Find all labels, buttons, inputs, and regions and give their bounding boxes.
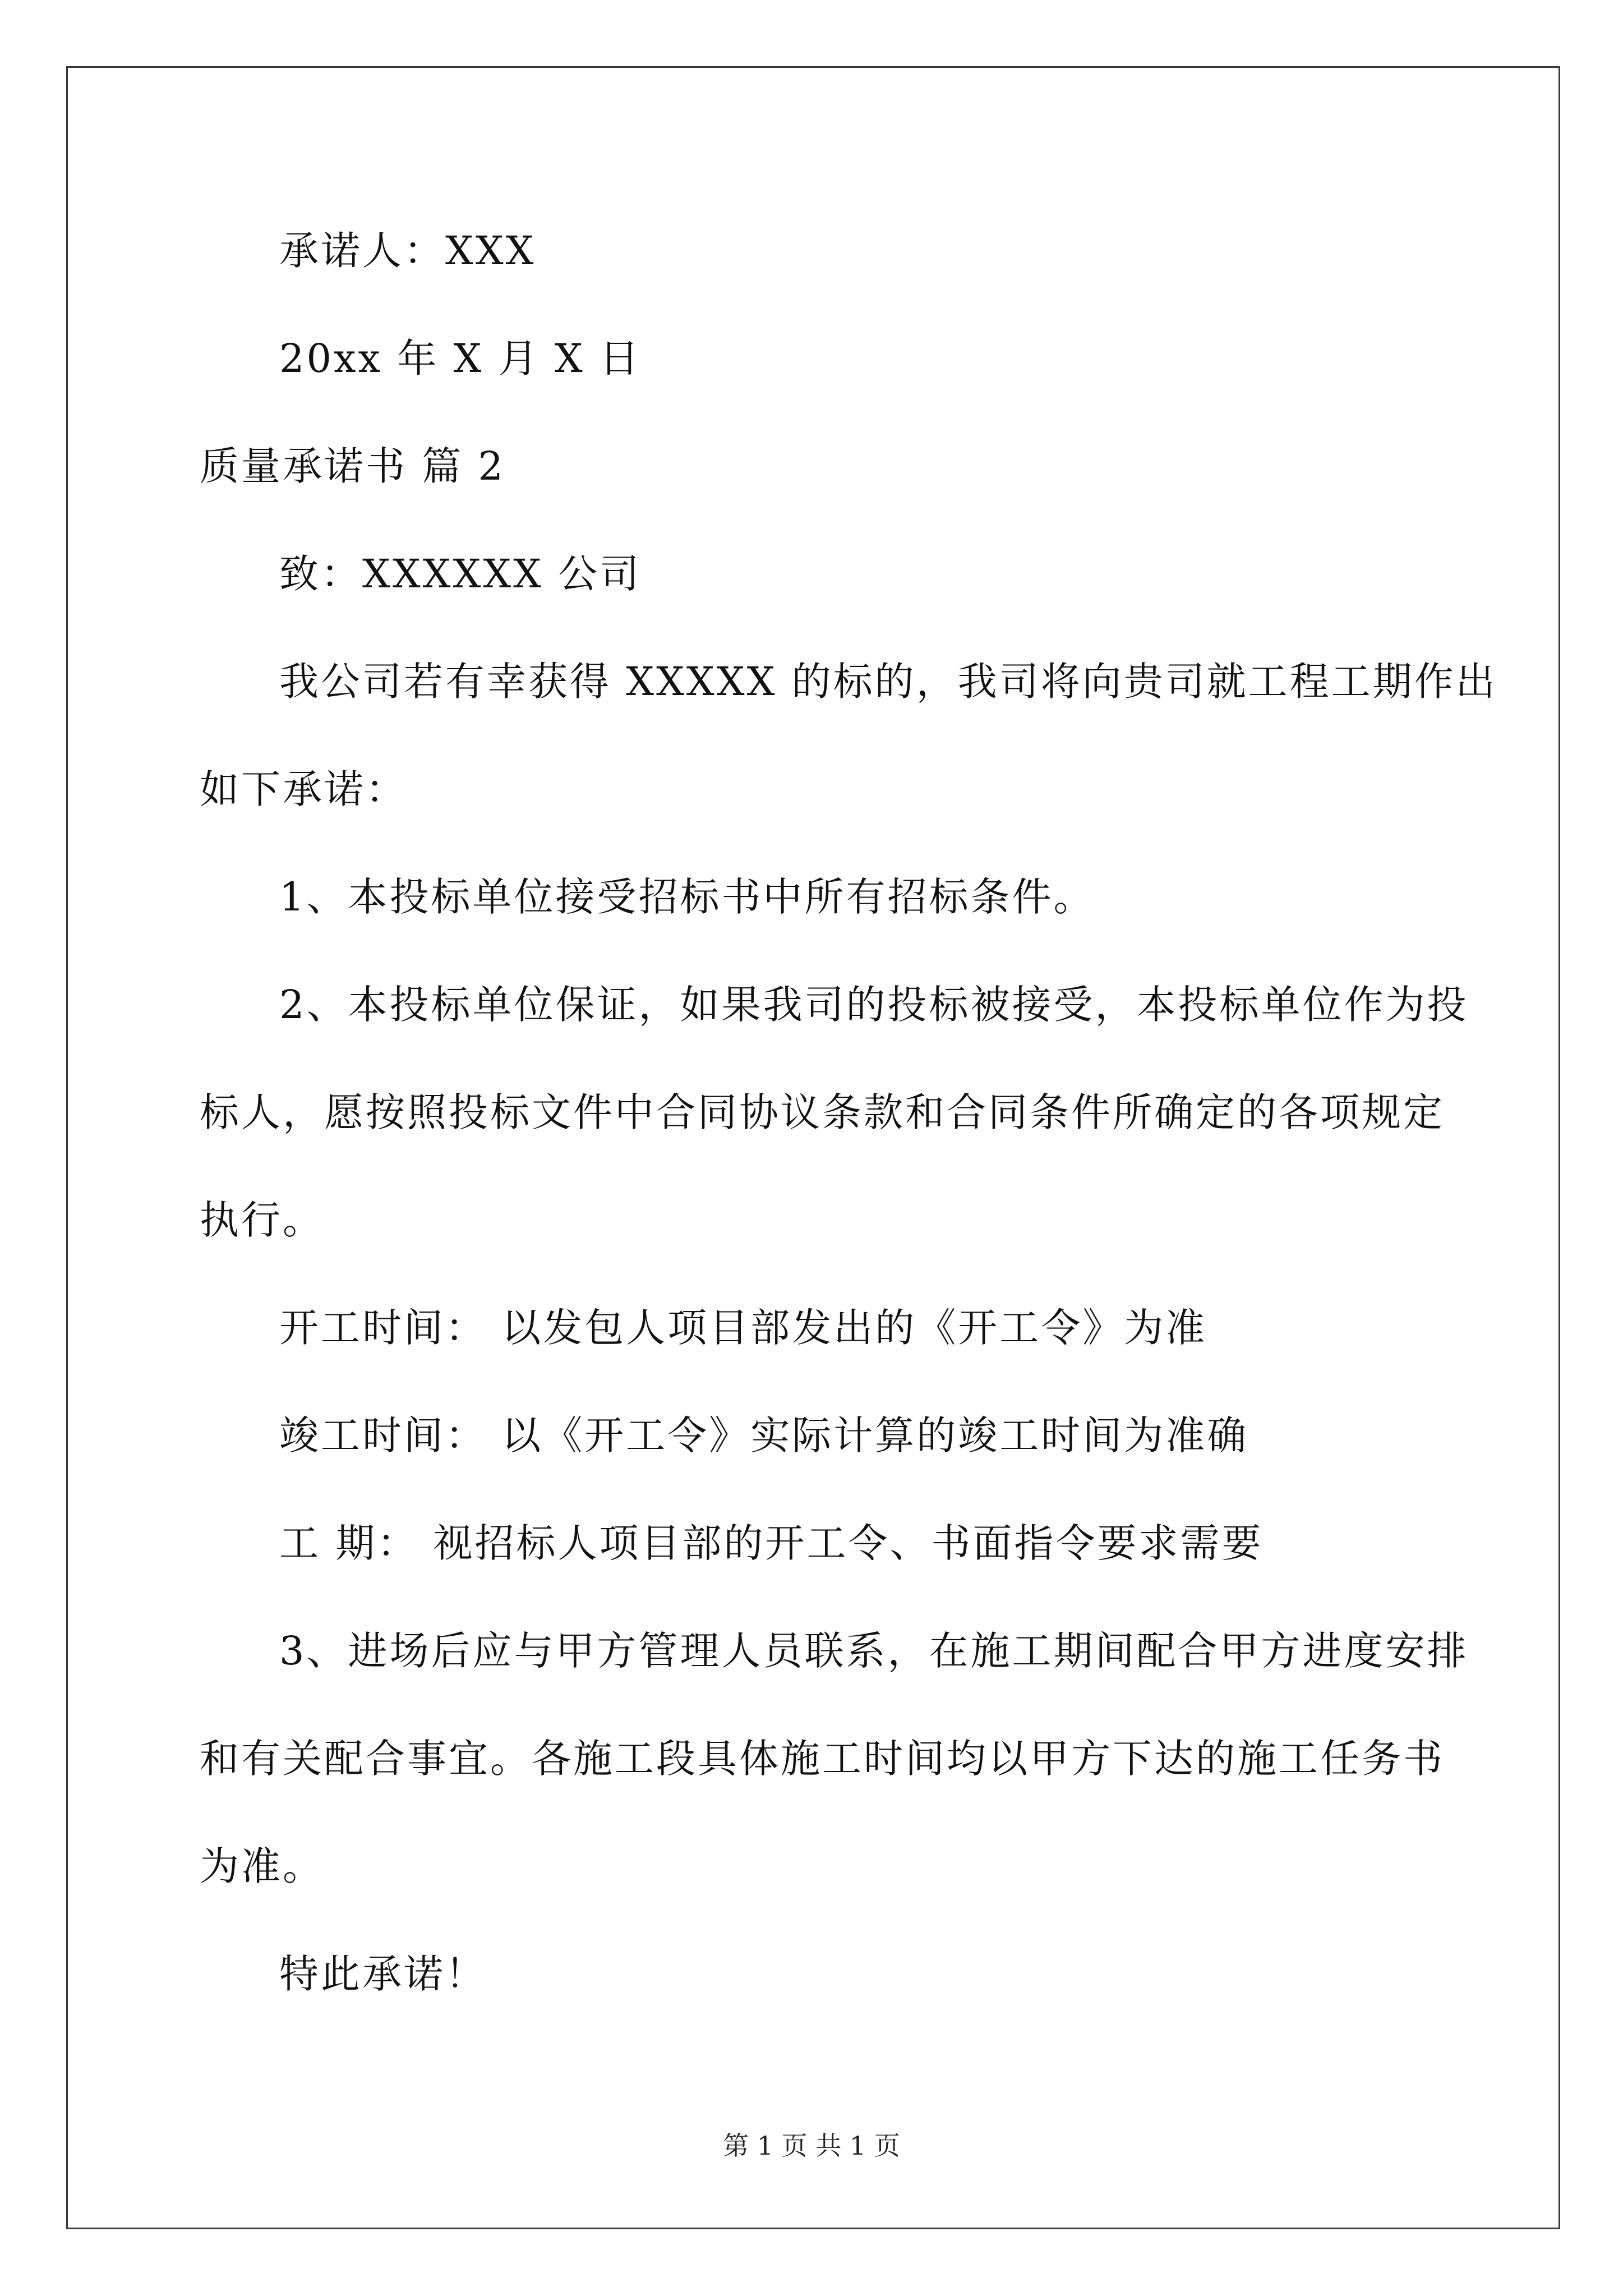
clause-3-line-3: 为准。	[200, 1843, 324, 1889]
completion-time-line: 竣工时间： 以《开工令》实际计算的竣工时间为准确	[279, 1412, 1249, 1458]
clause-3-line-2: 和有关配合事宜。各施工段具体施工时间均以甲方下达的施工任务书	[200, 1736, 1445, 1782]
clause-2-line-2: 标人，愿按照投标文件中合同协议条款和合同条件所确定的各项规定	[200, 1089, 1445, 1135]
signatory-line: 承诺人：XXX	[279, 228, 536, 274]
clause-2-line-1: 2、本投标单位保证，如果我司的投标被接受，本投标单位作为投	[279, 982, 1469, 1028]
clause-2-line-3: 执行。	[200, 1197, 324, 1243]
page-footer: 第 1 页 共 1 页	[723, 2131, 900, 2161]
closing-line: 特此承诺！	[279, 1951, 487, 1997]
paragraph-intro-line-2: 如下承诺：	[200, 766, 407, 812]
duration-line: 工 期： 视招标人项目部的开工令、书面指令要求需要	[279, 1520, 1264, 1566]
date-line: 20xx 年 X 月 X 日	[279, 335, 641, 381]
clause-1: 1、本投标单位接受招标书中所有招标条件。	[279, 874, 1095, 920]
recipient-line: 致：XXXXXX 公司	[279, 551, 642, 597]
page-border	[66, 66, 1560, 2229]
section-heading: 质量承诺书 篇 2	[200, 443, 506, 489]
start-time-line: 开工时间： 以发包人项目部发出的《开工令》为准	[279, 1305, 1207, 1351]
paragraph-intro-line-1: 我公司若有幸获得 XXXXX 的标的，我司将向贵司就工程工期作出	[279, 659, 1497, 705]
clause-3-line-1: 3、进场后应与甲方管理人员联系，在施工期间配合甲方进度安排	[279, 1628, 1469, 1674]
